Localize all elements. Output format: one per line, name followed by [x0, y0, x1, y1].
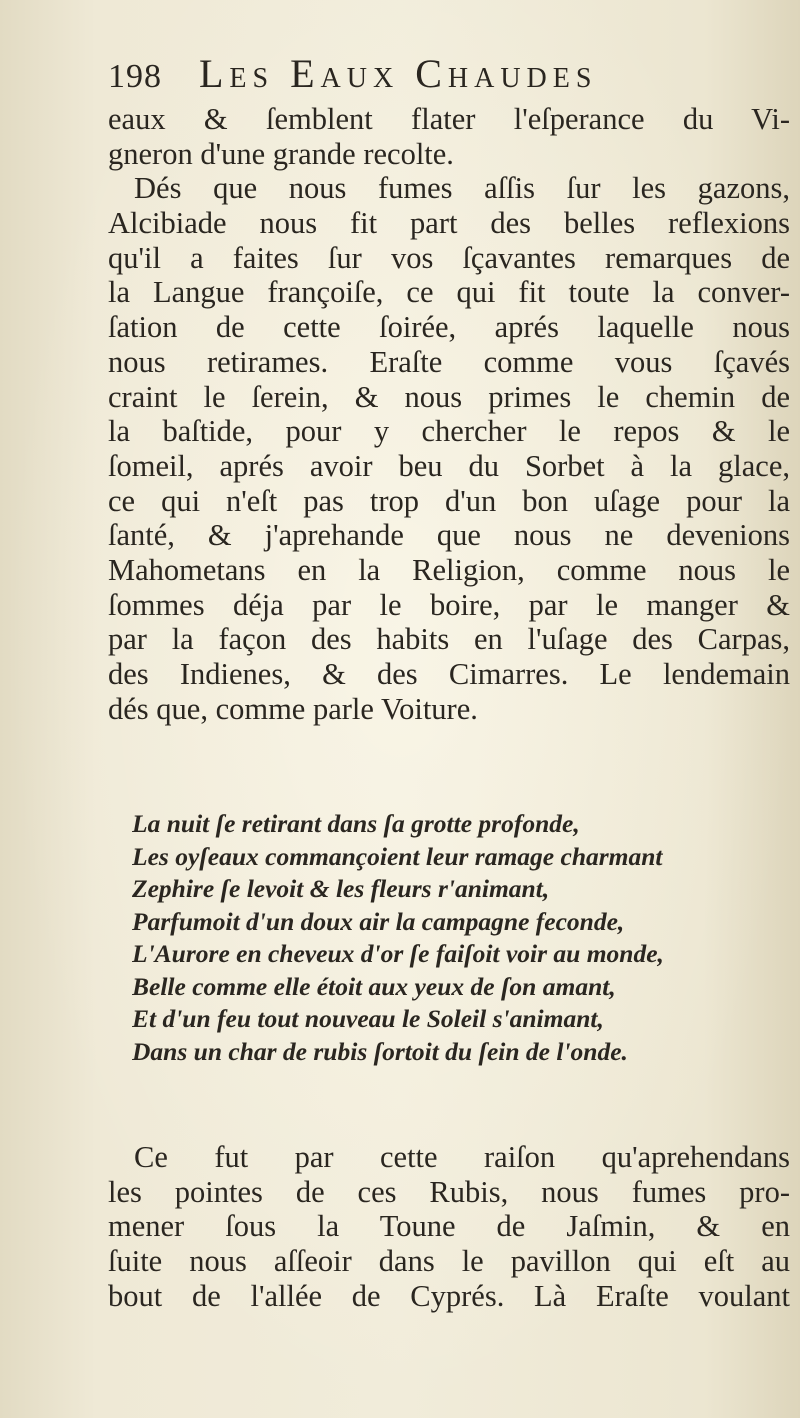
verse-line: Zephire ſe levoit & les fleurs r'animant,: [132, 874, 550, 903]
poem-verses: [132, 808, 772, 1068]
text-line: les pointes de ces Rubis, nous fumes pro-: [108, 1174, 790, 1209]
text-line: ſation de cette ſoirée, aprés laquelle nous: [108, 310, 790, 345]
verse-line: Belle comme elle étoit aux yeux de ſon amant,: [132, 971, 616, 1001]
verse-line: Et d'un feu tout nouveau le Soleil s'animant,: [132, 1004, 604, 1033]
running-title: Les Eaux Chaudes: [199, 51, 598, 96]
paragraph-continuation: [108, 102, 790, 726]
verse-line: Dans un char de rubis ſortoit du ſein de l'onde.: [132, 1036, 628, 1066]
text-line: Mahometans en la Religion, comme nous le: [108, 552, 790, 587]
verse-line: L'Aurore en cheveux d'or ſe faiſoit voir au monde,: [132, 939, 664, 968]
verse-line: La nuit ſe retirant dans ſa grotte profonde,: [132, 809, 580, 838]
page-number: 198: [108, 58, 162, 95]
paragraph-after-poem: [108, 1140, 790, 1313]
text-line: gneron d'une grande recolte.: [108, 136, 454, 171]
text-line: craint le ſerein, & nous primes le chemin de: [108, 379, 790, 414]
text-line: la baſtide, pour y chercher le repos & le: [108, 414, 790, 449]
text-line: dés que, comme parle Voiture.: [108, 691, 478, 726]
page-header: [108, 50, 708, 102]
text-line: ſomeil, aprés avoir beu du Sorbet à la glace,: [108, 448, 790, 483]
text-line: des Indienes, & des Cimarres. Le lendemain: [108, 657, 790, 691]
text-line: ſuite nous aſſeoir dans le pavillon qui eſt au: [108, 1244, 790, 1279]
text-line: par la façon des habits en l'uſage des Carpas,: [108, 622, 790, 657]
text-line: ſommes déja par le boire, par le manger &: [108, 587, 790, 622]
text-line: la Langue françoiſe, ce qui fit toute la conver-: [108, 275, 790, 310]
text-line: ce qui n'eſt pas trop d'un bon uſage pour la: [108, 483, 790, 518]
text-line: bout de l'allée de Cyprés. Là Eraſte voulant: [108, 1278, 790, 1313]
text-line: nous retirames. Eraſte comme vous ſçavés: [108, 344, 790, 379]
text-line: ſanté, & j'aprehande que nous ne devenions: [108, 518, 790, 553]
text-line: Alcibiade nous fit part des belles reflexions: [108, 206, 790, 241]
text-line: eaux & ſemblent flater l'eſperance du Vi-: [108, 102, 790, 136]
verse-line: Les oyſeaux commançoient leur ramage charmant: [132, 841, 663, 871]
text-line: qu'il a faites ſur vos ſçavantes remarques de: [108, 240, 790, 275]
text-line: Dés que nous fumes aſſis ſur les gazons,: [134, 171, 790, 206]
text-line: Ce fut par cette raiſon qu'aprehendans: [134, 1140, 790, 1174]
verse-line: Parfumoit d'un doux air la campagne feconde,: [132, 906, 625, 936]
text-line: mener ſous la Toune de Jaſmin, & en: [108, 1209, 790, 1244]
